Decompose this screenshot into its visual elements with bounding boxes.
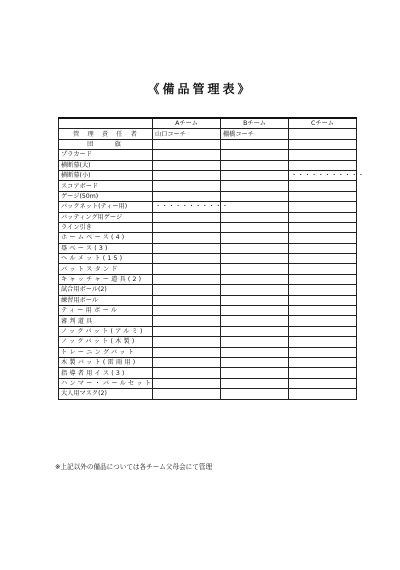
item-team-c — [289, 264, 357, 274]
table-row — [59, 233, 357, 243]
item-team-a — [153, 150, 221, 160]
item-team-a — [153, 170, 221, 180]
item-team-a — [153, 389, 221, 399]
item-label: キャッチャー道具(2) — [59, 274, 153, 284]
item-team-c — [289, 222, 357, 232]
item-team-b — [221, 150, 289, 160]
item-team-c — [289, 233, 357, 243]
item-team-a — [153, 295, 221, 305]
item-label: 練習用ボール — [59, 295, 153, 305]
table-row — [59, 389, 357, 399]
item-label: ティー用ボール — [59, 306, 153, 316]
item-team-a — [153, 378, 221, 388]
table-row — [59, 378, 357, 388]
item-team-c — [289, 274, 357, 284]
table-row — [59, 316, 357, 326]
table-row — [59, 212, 357, 222]
table-row — [59, 191, 357, 201]
item-team-b — [221, 202, 289, 212]
item-team-a — [153, 306, 221, 316]
item-team-c — [289, 326, 357, 336]
table-row — [59, 357, 357, 367]
item-team-c — [289, 347, 357, 357]
table-row — [59, 160, 357, 170]
table-row — [59, 326, 357, 336]
table-row — [59, 150, 357, 160]
item-team-c — [289, 378, 357, 388]
item-label: 指導者用イス(3) — [59, 368, 153, 378]
item-team-b — [221, 222, 289, 232]
equipment-table — [58, 117, 365, 400]
item-team-c — [289, 389, 357, 399]
item-team-c — [289, 295, 357, 305]
item-label: バックネット(ティー用) — [59, 202, 153, 212]
item-team-b — [221, 378, 289, 388]
item-team-c — [289, 202, 357, 212]
table-row — [59, 139, 357, 149]
item-team-b — [221, 181, 289, 191]
item-team-b — [221, 295, 289, 305]
item-team-c — [289, 306, 357, 316]
item-team-a — [153, 326, 221, 336]
item-team-a — [153, 243, 221, 253]
item-team-c — [289, 191, 357, 201]
item-label: ノックバット(アルミ) — [59, 326, 153, 336]
item-team-b — [221, 285, 289, 295]
item-team-a — [153, 254, 221, 264]
item-team-a — [153, 264, 221, 274]
item-team-a — [153, 191, 221, 201]
item-team-a — [153, 160, 221, 170]
item-label: ゲージ(50m) — [59, 191, 153, 201]
item-team-c — [289, 160, 357, 170]
item-label: 団 旗 — [59, 139, 153, 149]
item-label: バットスタンド — [59, 264, 153, 274]
item-team-c: ・・・・・・・・・・・ — [289, 170, 357, 180]
table-row — [59, 170, 357, 180]
item-label: 審判道具 — [59, 316, 153, 326]
item-team-a — [153, 357, 221, 367]
item-team-b — [221, 306, 289, 316]
item-label: 木製バット(雷雨用) — [59, 357, 153, 367]
header-team-c: Cチーム — [289, 118, 357, 129]
table-row — [59, 202, 357, 212]
item-team-a — [153, 368, 221, 378]
item-label: プラカード — [59, 150, 153, 160]
item-team-a — [153, 233, 221, 243]
item-label: バッティング用ゲージ — [59, 212, 153, 222]
manager-row — [59, 129, 357, 139]
footnote: ※上記以外の備品については各チーム父母会にて管理 — [55, 463, 213, 471]
item-label: トレーニングバット — [59, 347, 153, 357]
item-label: ハンマー・バールセット — [59, 378, 153, 388]
manager-team-b: 棚橋コーチ — [221, 129, 289, 139]
item-team-a — [153, 285, 221, 295]
item-team-c — [289, 316, 357, 326]
item-label: ライン引き — [59, 222, 153, 232]
item-team-c — [289, 337, 357, 347]
item-team-c — [289, 212, 357, 222]
item-team-b — [221, 389, 289, 399]
item-team-a: ・・・・・・・・・・・ — [153, 202, 221, 212]
item-team-c — [289, 357, 357, 367]
item-team-a — [153, 347, 221, 357]
table-row — [59, 222, 357, 232]
item-team-b — [221, 243, 289, 253]
table-row — [59, 264, 357, 274]
item-team-a — [153, 222, 221, 232]
table-header-row — [59, 118, 357, 129]
table-row — [59, 285, 357, 295]
item-label: ノックバット(木製) — [59, 337, 153, 347]
item-label: スコアボード — [59, 181, 153, 191]
item-team-a — [153, 139, 221, 149]
item-team-b — [221, 357, 289, 367]
header-team-b: Bチーム — [221, 118, 289, 129]
item-team-b — [221, 316, 289, 326]
item-team-b — [221, 170, 289, 180]
item-team-c — [289, 243, 357, 253]
item-team-b — [221, 160, 289, 170]
item-label: 試合用ボール(2) — [59, 285, 153, 295]
item-team-a — [153, 337, 221, 347]
table-row — [59, 337, 357, 347]
item-label: 横断幕(大) — [59, 160, 153, 170]
manager-team-a: 山口コーチ — [153, 129, 221, 139]
item-team-b — [221, 337, 289, 347]
item-team-a — [153, 274, 221, 284]
header-item — [59, 118, 153, 129]
table-row — [59, 254, 357, 264]
item-team-b — [221, 368, 289, 378]
item-team-b — [221, 233, 289, 243]
item-team-b — [221, 254, 289, 264]
item-team-a — [153, 181, 221, 191]
item-team-b — [221, 264, 289, 274]
table-row — [59, 243, 357, 253]
manager-label: 管 理 責 任 者 — [59, 129, 153, 139]
page-title: 《備品管理表》 — [147, 82, 253, 96]
item-label: 大人用マスク(2) — [59, 389, 153, 399]
item-team-c — [289, 368, 357, 378]
item-team-b — [221, 326, 289, 336]
table-row — [59, 306, 357, 316]
item-team-c — [289, 285, 357, 295]
table-row — [59, 181, 357, 191]
item-label: 塁ベース(3) — [59, 243, 153, 253]
table-row — [59, 274, 357, 284]
item-team-b — [221, 139, 289, 149]
item-team-b — [221, 274, 289, 284]
table-row — [59, 347, 357, 357]
item-team-a — [153, 316, 221, 326]
item-team-c — [289, 139, 357, 149]
item-team-b — [221, 212, 289, 222]
manager-team-c — [289, 129, 357, 139]
item-team-c — [289, 254, 357, 264]
item-team-b — [221, 347, 289, 357]
item-team-c — [289, 181, 357, 191]
item-label: ホームベース(4) — [59, 233, 153, 243]
item-team-a — [153, 212, 221, 222]
header-team-a: Aチーム — [153, 118, 221, 129]
table-row — [59, 368, 357, 378]
item-label: ヘルメット(15) — [59, 254, 153, 264]
item-team-b — [221, 191, 289, 201]
table-row — [59, 295, 357, 305]
item-team-c — [289, 150, 357, 160]
item-label: 横断幕(小) — [59, 170, 153, 180]
